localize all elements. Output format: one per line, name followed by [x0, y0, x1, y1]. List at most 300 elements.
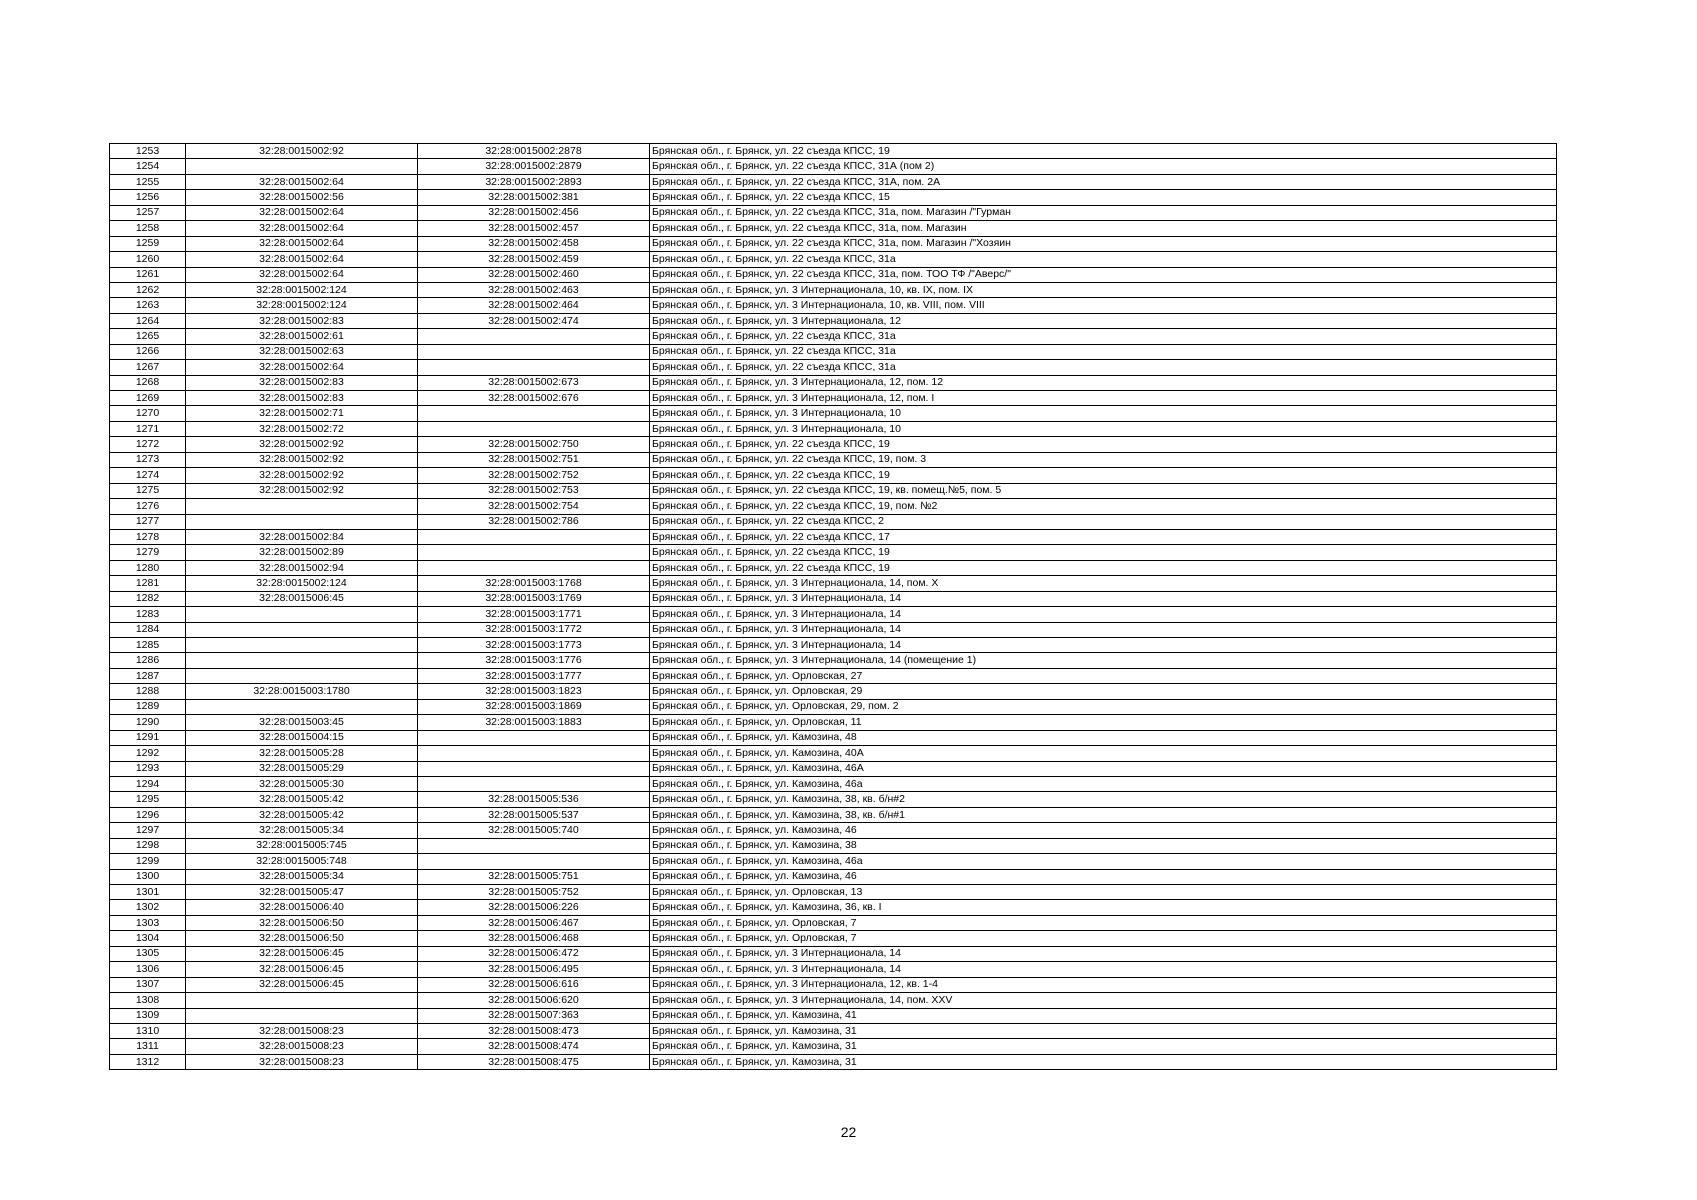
row-number-cell: 1291 — [110, 730, 186, 745]
row-number-cell: 1311 — [110, 1039, 186, 1054]
table-row — [110, 313, 1557, 328]
row-number-cell: 1295 — [110, 792, 186, 807]
land-plot-cadastral-number-cell: 32:28:0015002:124 — [186, 298, 418, 313]
land-plot-cadastral-number-cell: 32:28:0015002:72 — [186, 421, 418, 436]
address-cell: Брянская обл., г. Брянск, ул. 22 съезда КПСС, 19, пом. №2 — [650, 499, 1557, 514]
table-row — [110, 190, 1557, 205]
object-cadastral-number-cell — [418, 329, 650, 344]
object-cadastral-number-cell — [418, 360, 650, 375]
address-cell: Брянская обл., г. Брянск, ул. Камозина, 40А — [650, 746, 1557, 761]
row-number-cell: 1273 — [110, 452, 186, 467]
address-cell: Брянская обл., г. Брянск, ул. 22 съезда КПСС, 31а — [650, 360, 1557, 375]
row-number-cell: 1265 — [110, 329, 186, 344]
object-cadastral-number-cell — [418, 746, 650, 761]
table-row — [110, 221, 1557, 236]
table-row — [110, 421, 1557, 436]
table-row — [110, 499, 1557, 514]
object-cadastral-number-cell: 32:28:0015008:475 — [418, 1054, 650, 1069]
row-number-cell: 1298 — [110, 838, 186, 853]
land-plot-cadastral-number-cell: 32:28:0015005:42 — [186, 807, 418, 822]
row-number-cell: 1308 — [110, 993, 186, 1008]
object-cadastral-number-cell: 32:28:0015002:2879 — [418, 159, 650, 174]
row-number-cell: 1269 — [110, 391, 186, 406]
row-number-cell: 1312 — [110, 1054, 186, 1069]
land-plot-cadastral-number-cell: 32:28:0015008:23 — [186, 1039, 418, 1054]
row-number-cell: 1289 — [110, 699, 186, 714]
land-plot-cadastral-number-cell — [186, 638, 418, 653]
land-plot-cadastral-number-cell — [186, 653, 418, 668]
row-number-cell: 1276 — [110, 499, 186, 514]
land-plot-cadastral-number-cell: 32:28:0015005:29 — [186, 761, 418, 776]
table-row — [110, 144, 1557, 159]
address-cell: Брянская обл., г. Брянск, ул. 22 съезда КПСС, 19 — [650, 144, 1557, 159]
address-cell: Брянская обл., г. Брянск, ул. 22 съезда КПСС, 19 — [650, 437, 1557, 452]
land-plot-cadastral-number-cell: 32:28:0015005:47 — [186, 885, 418, 900]
table-row — [110, 483, 1557, 498]
address-cell: Брянская обл., г. Брянск, ул. Камозина, 46а — [650, 776, 1557, 791]
object-cadastral-number-cell: 32:28:0015005:740 — [418, 823, 650, 838]
address-cell: Брянская обл., г. Брянск, ул. 3 Интернационала, 10, кв. IX, пом. IX — [650, 282, 1557, 297]
object-cadastral-number-cell: 32:28:0015003:1883 — [418, 715, 650, 730]
address-cell: Брянская обл., г. Брянск, ул. 22 съезда КПСС, 17 — [650, 529, 1557, 544]
row-number-cell: 1256 — [110, 190, 186, 205]
row-number-cell: 1271 — [110, 421, 186, 436]
land-plot-cadastral-number-cell: 32:28:0015006:45 — [186, 946, 418, 961]
table-row — [110, 252, 1557, 267]
table-row — [110, 267, 1557, 282]
object-cadastral-number-cell: 32:28:0015006:472 — [418, 946, 650, 961]
object-cadastral-number-cell: 32:28:0015007:363 — [418, 1008, 650, 1023]
land-plot-cadastral-number-cell: 32:28:0015002:92 — [186, 144, 418, 159]
table-row — [110, 375, 1557, 390]
land-plot-cadastral-number-cell: 32:28:0015002:64 — [186, 174, 418, 189]
address-cell: Брянская обл., г. Брянск, ул. Камозина, 38, кв. б/н#1 — [650, 807, 1557, 822]
row-number-cell: 1296 — [110, 807, 186, 822]
object-cadastral-number-cell — [418, 421, 650, 436]
object-cadastral-number-cell: 32:28:0015006:468 — [418, 931, 650, 946]
address-cell: Брянская обл., г. Брянск, ул. 22 съезда КПСС, 31а — [650, 344, 1557, 359]
land-plot-cadastral-number-cell — [186, 499, 418, 514]
row-number-cell: 1281 — [110, 576, 186, 591]
land-plot-cadastral-number-cell: 32:28:0015002:63 — [186, 344, 418, 359]
table-row — [110, 344, 1557, 359]
object-cadastral-number-cell: 32:28:0015003:1768 — [418, 576, 650, 591]
object-cadastral-number-cell: 32:28:0015002:456 — [418, 205, 650, 220]
table-row — [110, 776, 1557, 791]
table-row — [110, 406, 1557, 421]
address-cell: Брянская обл., г. Брянск, ул. 3 Интернационала, 14, пом. X — [650, 576, 1557, 591]
table-row — [110, 591, 1557, 606]
land-plot-cadastral-number-cell: 32:28:0015003:45 — [186, 715, 418, 730]
table-row — [110, 915, 1557, 930]
address-cell: Брянская обл., г. Брянск, ул. 3 Интернационала, 14 — [650, 638, 1557, 653]
row-number-cell: 1280 — [110, 560, 186, 575]
land-plot-cadastral-number-cell: 32:28:0015002:124 — [186, 282, 418, 297]
table-row — [110, 838, 1557, 853]
address-cell: Брянская обл., г. Брянск, ул. 3 Интернационала, 12, пом. 12 — [650, 375, 1557, 390]
table-row — [110, 1039, 1557, 1054]
page-number: 22 — [840, 1124, 857, 1140]
land-plot-cadastral-number-cell: 32:28:0015005:748 — [186, 854, 418, 869]
object-cadastral-number-cell: 32:28:0015002:2893 — [418, 174, 650, 189]
property-registry-table — [109, 143, 1557, 1070]
address-cell: Брянская обл., г. Брянск, ул. 3 Интернационала, 14 — [650, 622, 1557, 637]
land-plot-cadastral-number-cell: 32:28:0015002:61 — [186, 329, 418, 344]
address-cell: Брянская обл., г. Брянск, ул. Камозина, 31 — [650, 1023, 1557, 1038]
address-cell: Брянская обл., г. Брянск, ул. Камозина, 31 — [650, 1054, 1557, 1069]
table-row — [110, 437, 1557, 452]
row-number-cell: 1293 — [110, 761, 186, 776]
land-plot-cadastral-number-cell: 32:28:0015002:64 — [186, 360, 418, 375]
address-cell: Брянская обл., г. Брянск, ул. Камозина, 36, кв. I — [650, 900, 1557, 915]
object-cadastral-number-cell: 32:28:0015003:1776 — [418, 653, 650, 668]
object-cadastral-number-cell: 32:28:0015003:1773 — [418, 638, 650, 653]
row-number-cell: 1262 — [110, 282, 186, 297]
row-number-cell: 1263 — [110, 298, 186, 313]
land-plot-cadastral-number-cell — [186, 993, 418, 1008]
land-plot-cadastral-number-cell: 32:28:0015005:42 — [186, 792, 418, 807]
address-cell: Брянская обл., г. Брянск, ул. Камозина, 31 — [650, 1039, 1557, 1054]
row-number-cell: 1302 — [110, 900, 186, 915]
land-plot-cadastral-number-cell: 32:28:0015005:34 — [186, 823, 418, 838]
row-number-cell: 1254 — [110, 159, 186, 174]
address-cell: Брянская обл., г. Брянск, ул. Камозина, 46 — [650, 823, 1557, 838]
land-plot-cadastral-number-cell: 32:28:0015005:745 — [186, 838, 418, 853]
land-plot-cadastral-number-cell — [186, 699, 418, 714]
table-row — [110, 854, 1557, 869]
address-cell: Брянская обл., г. Брянск, ул. Орловская, 29 — [650, 684, 1557, 699]
object-cadastral-number-cell: 32:28:0015002:460 — [418, 267, 650, 282]
row-number-cell: 1275 — [110, 483, 186, 498]
row-number-cell: 1292 — [110, 746, 186, 761]
address-cell: Брянская обл., г. Брянск, ул. 3 Интернационала, 14 — [650, 591, 1557, 606]
row-number-cell: 1307 — [110, 977, 186, 992]
row-number-cell: 1278 — [110, 529, 186, 544]
object-cadastral-number-cell — [418, 529, 650, 544]
address-cell: Брянская обл., г. Брянск, ул. 3 Интернационала, 12, пом. I — [650, 391, 1557, 406]
land-plot-cadastral-number-cell: 32:28:0015002:64 — [186, 221, 418, 236]
table-row — [110, 560, 1557, 575]
object-cadastral-number-cell: 32:28:0015002:464 — [418, 298, 650, 313]
row-number-cell: 1260 — [110, 252, 186, 267]
land-plot-cadastral-number-cell: 32:28:0015006:45 — [186, 591, 418, 606]
land-plot-cadastral-number-cell: 32:28:0015006:45 — [186, 962, 418, 977]
address-cell: Брянская обл., г. Брянск, ул. 3 Интернационала, 12, кв. 1-4 — [650, 977, 1557, 992]
table-row — [110, 931, 1557, 946]
address-cell: Брянская обл., г. Брянск, ул. Орловская, 11 — [650, 715, 1557, 730]
table-row — [110, 622, 1557, 637]
object-cadastral-number-cell: 32:28:0015006:616 — [418, 977, 650, 992]
table-row — [110, 807, 1557, 822]
object-cadastral-number-cell: 32:28:0015002:463 — [418, 282, 650, 297]
address-cell: Брянская обл., г. Брянск, ул. 22 съезда КПСС, 19, пом. 3 — [650, 452, 1557, 467]
object-cadastral-number-cell: 32:28:0015005:537 — [418, 807, 650, 822]
address-cell: Брянская обл., г. Брянск, ул. 22 съезда КПСС, 31а — [650, 329, 1557, 344]
table-row — [110, 1023, 1557, 1038]
row-number-cell: 1284 — [110, 622, 186, 637]
row-number-cell: 1304 — [110, 931, 186, 946]
table-row — [110, 746, 1557, 761]
address-cell: Брянская обл., г. Брянск, ул. Орловская, 29, пом. 2 — [650, 699, 1557, 714]
object-cadastral-number-cell: 32:28:0015005:751 — [418, 869, 650, 884]
object-cadastral-number-cell — [418, 854, 650, 869]
object-cadastral-number-cell: 32:28:0015002:751 — [418, 452, 650, 467]
address-cell: Брянская обл., г. Брянск, ул. Камозина, 46а — [650, 854, 1557, 869]
land-plot-cadastral-number-cell — [186, 159, 418, 174]
land-plot-cadastral-number-cell: 32:28:0015002:64 — [186, 236, 418, 251]
land-plot-cadastral-number-cell: 32:28:0015002:92 — [186, 437, 418, 452]
object-cadastral-number-cell: 32:28:0015002:753 — [418, 483, 650, 498]
row-number-cell: 1279 — [110, 545, 186, 560]
object-cadastral-number-cell: 32:28:0015002:786 — [418, 514, 650, 529]
address-cell: Брянская обл., г. Брянск, ул. Орловская, 27 — [650, 668, 1557, 683]
object-cadastral-number-cell: 32:28:0015003:1769 — [418, 591, 650, 606]
row-number-cell: 1286 — [110, 653, 186, 668]
address-cell: Брянская обл., г. Брянск, ул. 22 съезда КПСС, 31а, пом. Магазин — [650, 221, 1557, 236]
address-cell: Брянская обл., г. Брянск, ул. 22 съезда КПСС, 19 — [650, 545, 1557, 560]
row-number-cell: 1277 — [110, 514, 186, 529]
table-row — [110, 869, 1557, 884]
table-row — [110, 576, 1557, 591]
object-cadastral-number-cell: 32:28:0015006:495 — [418, 962, 650, 977]
address-cell: Брянская обл., г. Брянск, ул. 22 съезда КПСС, 19 — [650, 560, 1557, 575]
address-cell: Брянская обл., г. Брянск, ул. Камозина, 41 — [650, 1008, 1557, 1023]
land-plot-cadastral-number-cell: 32:28:0015002:71 — [186, 406, 418, 421]
row-number-cell: 1274 — [110, 468, 186, 483]
row-number-cell: 1282 — [110, 591, 186, 606]
address-cell: Брянская обл., г. Брянск, ул. 3 Интернационала, 10 — [650, 406, 1557, 421]
table-row — [110, 236, 1557, 251]
object-cadastral-number-cell: 32:28:0015003:1772 — [418, 622, 650, 637]
row-number-cell: 1285 — [110, 638, 186, 653]
object-cadastral-number-cell: 32:28:0015002:474 — [418, 313, 650, 328]
object-cadastral-number-cell: 32:28:0015006:226 — [418, 900, 650, 915]
address-cell: Брянская обл., г. Брянск, ул. 3 Интернационала, 10, кв. VIII, пом. VIII — [650, 298, 1557, 313]
table-row — [110, 159, 1557, 174]
row-number-cell: 1264 — [110, 313, 186, 328]
land-plot-cadastral-number-cell: 32:28:0015002:83 — [186, 313, 418, 328]
object-cadastral-number-cell: 32:28:0015002:381 — [418, 190, 650, 205]
land-plot-cadastral-number-cell: 32:28:0015008:23 — [186, 1054, 418, 1069]
address-cell: Брянская обл., г. Брянск, ул. 3 Интернационала, 14, пом. XXV — [650, 993, 1557, 1008]
row-number-cell: 1309 — [110, 1008, 186, 1023]
address-cell: Брянская обл., г. Брянск, ул. 3 Интернационала, 14 — [650, 607, 1557, 622]
object-cadastral-number-cell: 32:28:0015002:754 — [418, 499, 650, 514]
object-cadastral-number-cell — [418, 406, 650, 421]
land-plot-cadastral-number-cell: 32:28:0015002:92 — [186, 468, 418, 483]
table-row — [110, 205, 1557, 220]
row-number-cell: 1301 — [110, 885, 186, 900]
table-row — [110, 329, 1557, 344]
row-number-cell: 1299 — [110, 854, 186, 869]
table-row — [110, 607, 1557, 622]
land-plot-cadastral-number-cell: 32:28:0015006:45 — [186, 977, 418, 992]
registry-table-body — [110, 144, 1557, 1070]
address-cell: Брянская обл., г. Брянск, ул. 22 съезда КПСС, 31а, пом. Магазин /"Хозяин — [650, 236, 1557, 251]
land-plot-cadastral-number-cell: 32:28:0015002:92 — [186, 483, 418, 498]
table-row — [110, 699, 1557, 714]
land-plot-cadastral-number-cell: 32:28:0015008:23 — [186, 1023, 418, 1038]
table-row — [110, 684, 1557, 699]
table-row — [110, 993, 1557, 1008]
address-cell: Брянская обл., г. Брянск, ул. 22 съезда КПСС, 19 — [650, 468, 1557, 483]
table-row — [110, 823, 1557, 838]
table-row — [110, 900, 1557, 915]
land-plot-cadastral-number-cell — [186, 1008, 418, 1023]
table-row — [110, 1054, 1557, 1069]
row-number-cell: 1258 — [110, 221, 186, 236]
object-cadastral-number-cell: 32:28:0015002:459 — [418, 252, 650, 267]
object-cadastral-number-cell: 32:28:0015003:1777 — [418, 668, 650, 683]
address-cell: Брянская обл., г. Брянск, ул. Камозина, 48 — [650, 730, 1557, 745]
object-cadastral-number-cell: 32:28:0015002:750 — [418, 437, 650, 452]
table-row — [110, 514, 1557, 529]
land-plot-cadastral-number-cell: 32:28:0015002:64 — [186, 205, 418, 220]
table-row — [110, 529, 1557, 544]
object-cadastral-number-cell: 32:28:0015008:473 — [418, 1023, 650, 1038]
table-row — [110, 715, 1557, 730]
object-cadastral-number-cell: 32:28:0015005:536 — [418, 792, 650, 807]
land-plot-cadastral-number-cell — [186, 607, 418, 622]
table-row — [110, 668, 1557, 683]
land-plot-cadastral-number-cell: 32:28:0015002:94 — [186, 560, 418, 575]
table-row — [110, 761, 1557, 776]
address-cell: Брянская обл., г. Брянск, ул. 22 съезда КПСС, 31А (пом 2) — [650, 159, 1557, 174]
row-number-cell: 1288 — [110, 684, 186, 699]
address-cell: Брянская обл., г. Брянск, ул. 22 съезда КПСС, 31а — [650, 252, 1557, 267]
object-cadastral-number-cell: 32:28:0015002:676 — [418, 391, 650, 406]
row-number-cell: 1257 — [110, 205, 186, 220]
address-cell: Брянская обл., г. Брянск, ул. 22 съезда КПСС, 19, кв. помещ.№5, пом. 5 — [650, 483, 1557, 498]
object-cadastral-number-cell: 32:28:0015006:620 — [418, 993, 650, 1008]
land-plot-cadastral-number-cell: 32:28:0015002:92 — [186, 452, 418, 467]
address-cell: Брянская обл., г. Брянск, ул. 3 Интернационала, 10 — [650, 421, 1557, 436]
table-row — [110, 653, 1557, 668]
land-plot-cadastral-number-cell: 32:28:0015002:64 — [186, 252, 418, 267]
land-plot-cadastral-number-cell: 32:28:0015002:56 — [186, 190, 418, 205]
table-row — [110, 360, 1557, 375]
row-number-cell: 1268 — [110, 375, 186, 390]
row-number-cell: 1255 — [110, 174, 186, 189]
row-number-cell: 1283 — [110, 607, 186, 622]
object-cadastral-number-cell: 32:28:0015003:1771 — [418, 607, 650, 622]
land-plot-cadastral-number-cell: 32:28:0015005:34 — [186, 869, 418, 884]
land-plot-cadastral-number-cell: 32:28:0015002:124 — [186, 576, 418, 591]
row-number-cell: 1266 — [110, 344, 186, 359]
address-cell: Брянская обл., г. Брянск, ул. 3 Интернационала, 14 — [650, 946, 1557, 961]
land-plot-cadastral-number-cell — [186, 668, 418, 683]
land-plot-cadastral-number-cell: 32:28:0015002:89 — [186, 545, 418, 560]
row-number-cell: 1290 — [110, 715, 186, 730]
object-cadastral-number-cell — [418, 545, 650, 560]
address-cell: Брянская обл., г. Брянск, ул. Камозина, 46 — [650, 869, 1557, 884]
object-cadastral-number-cell: 32:28:0015006:467 — [418, 915, 650, 930]
land-plot-cadastral-number-cell: 32:28:0015006:50 — [186, 915, 418, 930]
table-row — [110, 792, 1557, 807]
object-cadastral-number-cell — [418, 761, 650, 776]
row-number-cell: 1294 — [110, 776, 186, 791]
row-number-cell: 1310 — [110, 1023, 186, 1038]
land-plot-cadastral-number-cell: 32:28:0015003:1780 — [186, 684, 418, 699]
table-row — [110, 1008, 1557, 1023]
object-cadastral-number-cell: 32:28:0015002:673 — [418, 375, 650, 390]
land-plot-cadastral-number-cell: 32:28:0015002:83 — [186, 391, 418, 406]
table-row — [110, 638, 1557, 653]
address-cell: Брянская обл., г. Брянск, ул. 22 съезда КПСС, 31а, пом. Магазин /"Гурман — [650, 205, 1557, 220]
row-number-cell: 1300 — [110, 869, 186, 884]
land-plot-cadastral-number-cell: 32:28:0015006:40 — [186, 900, 418, 915]
row-number-cell: 1303 — [110, 915, 186, 930]
row-number-cell: 1306 — [110, 962, 186, 977]
address-cell: Брянская обл., г. Брянск, ул. Орловская, 7 — [650, 915, 1557, 930]
address-cell: Брянская обл., г. Брянск, ул. 22 съезда КПСС, 15 — [650, 190, 1557, 205]
table-row — [110, 977, 1557, 992]
address-cell: Брянская обл., г. Брянск, ул. 3 Интернационала, 14 (помещение 1) — [650, 653, 1557, 668]
row-number-cell: 1297 — [110, 823, 186, 838]
table-row — [110, 946, 1557, 961]
table-row — [110, 298, 1557, 313]
address-cell: Брянская обл., г. Брянск, ул. 22 съезда КПСС, 2 — [650, 514, 1557, 529]
object-cadastral-number-cell: 32:28:0015008:474 — [418, 1039, 650, 1054]
object-cadastral-number-cell — [418, 344, 650, 359]
land-plot-cadastral-number-cell: 32:28:0015005:30 — [186, 776, 418, 791]
address-cell: Брянская обл., г. Брянск, ул. Камозина, 38, кв. б/н#2 — [650, 792, 1557, 807]
table-row — [110, 391, 1557, 406]
address-cell: Брянская обл., г. Брянск, ул. Камозина, 46А — [650, 761, 1557, 776]
land-plot-cadastral-number-cell: 32:28:0015002:84 — [186, 529, 418, 544]
land-plot-cadastral-number-cell: 32:28:0015002:83 — [186, 375, 418, 390]
land-plot-cadastral-number-cell — [186, 622, 418, 637]
object-cadastral-number-cell: 32:28:0015002:458 — [418, 236, 650, 251]
row-number-cell: 1305 — [110, 946, 186, 961]
table-row — [110, 885, 1557, 900]
row-number-cell: 1272 — [110, 437, 186, 452]
row-number-cell: 1287 — [110, 668, 186, 683]
land-plot-cadastral-number-cell: 32:28:0015002:64 — [186, 267, 418, 282]
table-row — [110, 174, 1557, 189]
row-number-cell: 1270 — [110, 406, 186, 421]
address-cell: Брянская обл., г. Брянск, ул. 22 съезда КПСС, 31а, пом. ТОО ТФ /"Аверс/" — [650, 267, 1557, 282]
land-plot-cadastral-number-cell — [186, 514, 418, 529]
row-number-cell: 1259 — [110, 236, 186, 251]
object-cadastral-number-cell — [418, 838, 650, 853]
object-cadastral-number-cell: 32:28:0015002:2878 — [418, 144, 650, 159]
address-cell: Брянская обл., г. Брянск, ул. 22 съезда КПСС, 31А, пом. 2А — [650, 174, 1557, 189]
table-row — [110, 452, 1557, 467]
object-cadastral-number-cell — [418, 730, 650, 745]
object-cadastral-number-cell: 32:28:0015003:1823 — [418, 684, 650, 699]
table-row — [110, 468, 1557, 483]
row-number-cell: 1261 — [110, 267, 186, 282]
land-plot-cadastral-number-cell: 32:28:0015006:50 — [186, 931, 418, 946]
address-cell: Брянская обл., г. Брянск, ул. Камозина, 38 — [650, 838, 1557, 853]
address-cell: Брянская обл., г. Брянск, ул. 3 Интернационала, 12 — [650, 313, 1557, 328]
object-cadastral-number-cell — [418, 776, 650, 791]
object-cadastral-number-cell — [418, 560, 650, 575]
row-number-cell: 1267 — [110, 360, 186, 375]
address-cell: Брянская обл., г. Брянск, ул. Орловская, 13 — [650, 885, 1557, 900]
row-number-cell: 1253 — [110, 144, 186, 159]
address-cell: Брянская обл., г. Брянск, ул. 3 Интернационала, 14 — [650, 962, 1557, 977]
object-cadastral-number-cell: 32:28:0015003:1869 — [418, 699, 650, 714]
address-cell: Брянская обл., г. Брянск, ул. Орловская, 7 — [650, 931, 1557, 946]
table-row — [110, 962, 1557, 977]
land-plot-cadastral-number-cell: 32:28:0015004:15 — [186, 730, 418, 745]
table-row — [110, 545, 1557, 560]
object-cadastral-number-cell: 32:28:0015002:752 — [418, 468, 650, 483]
land-plot-cadastral-number-cell: 32:28:0015005:28 — [186, 746, 418, 761]
table-row — [110, 282, 1557, 297]
